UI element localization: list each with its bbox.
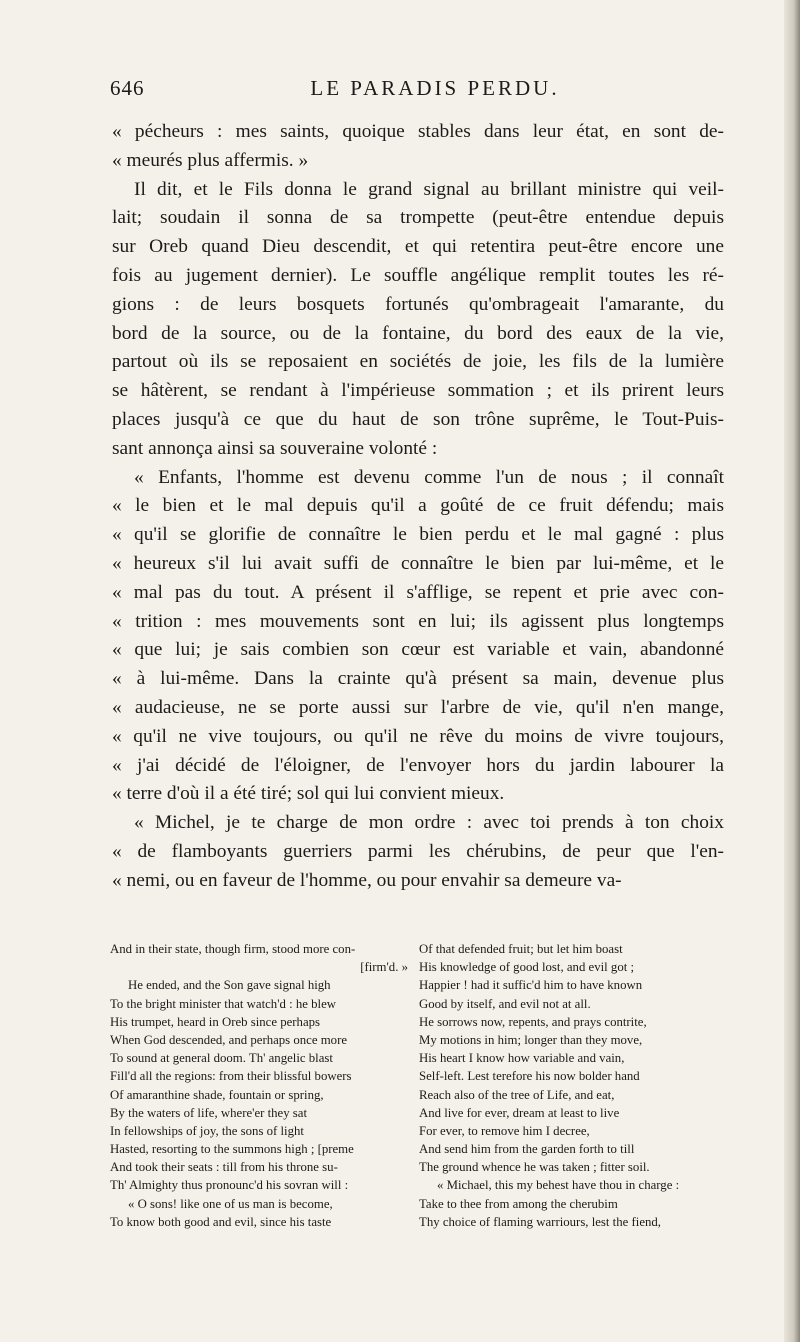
main-text-line: « Enfants, l'homme est devenu comme l'un de nous ; il connaît bbox=[134, 466, 724, 488]
footnote-line: And in their state, though firm, stood more con- bbox=[110, 942, 356, 956]
footnote-line: The ground whence he was taken ; fitter soil. bbox=[419, 1160, 650, 1175]
main-text-line: « heureux s'il lui avait suffi de connaître le bien par lui-même, et le bbox=[112, 552, 724, 574]
footnote-line: Reach also of the tree of Life, and eat, bbox=[419, 1087, 615, 1102]
footnote-line: Thy choice of flaming warriours, lest the fiend, bbox=[419, 1214, 661, 1229]
footnote-column-right bbox=[419, 940, 717, 1231]
running-title: LE PARADIS PERDU. bbox=[310, 76, 560, 100]
footnote-line: Take to thee from among the cherubim bbox=[419, 1196, 618, 1211]
main-text-line: « que lui; je sais combien son cœur est variable et vain, abandonné bbox=[112, 639, 724, 661]
page-header bbox=[110, 76, 720, 106]
main-text-line: places jusqu'à ce que du haut de son trône suprême, le Tout-Puis- bbox=[112, 408, 724, 430]
footnote-line: And took their seats : till from his throne su- bbox=[110, 1160, 338, 1175]
footnote-line: And send him from the garden forth to till bbox=[419, 1142, 635, 1157]
footnote-line: And live for ever, dream at least to live bbox=[419, 1105, 620, 1120]
main-text-line: partout où ils se reposaient en sociétés de joie, les fils de la lumière bbox=[112, 351, 724, 373]
footnote-line: To know both good and evil, since his taste bbox=[110, 1214, 332, 1229]
footnote-line: His heart I know how variable and vain, bbox=[419, 1051, 625, 1066]
main-text bbox=[112, 118, 724, 896]
main-text-line: « j'ai décidé de l'éloigner, de l'envoyer hors du jardin labourer la bbox=[112, 754, 724, 776]
main-text-line: sur Oreb quand Dieu descendit, et qui retentira peut-être encore une bbox=[112, 236, 724, 258]
main-text-line: « trition : mes mouvements sont en lui; ils agissent plus longtemps bbox=[112, 610, 724, 632]
footnote-line: Th' Almighty thus pronounc'd his sovran will : bbox=[110, 1178, 349, 1193]
footnote-line: My motions in him; longer than they move, bbox=[419, 1032, 643, 1047]
footnote-line: Of that defended fruit; but let him boast bbox=[419, 942, 623, 956]
footnote-line: In fellowships of joy, the sons of light bbox=[110, 1123, 304, 1138]
footnote-line: To the bright minister that watch'd : he blew bbox=[110, 996, 337, 1011]
main-text-line: « qu'il se glorifie de connaître le bien perdu et le mal gagné : plus bbox=[112, 524, 724, 546]
footnote-line: « Michael, this my behest have thou in charge : bbox=[437, 1178, 680, 1193]
footnote-column-left bbox=[110, 940, 408, 1231]
footnote-line: Hasted, resorting to the summons high ; [preme bbox=[110, 1142, 354, 1157]
footnote-line: Good by itself, and evil not at all. bbox=[419, 996, 591, 1011]
main-text-line: fois au jugement dernier). Le souffle angélique remplit toutes les ré- bbox=[112, 264, 724, 286]
main-text-line: gions : de leurs bosquets fortunés qu'ombrageait l'amarante, du bbox=[112, 293, 724, 315]
main-text-line: « Michel, je te charge de mon ordre : avec toi prends à ton choix bbox=[134, 812, 724, 834]
footnote-line: His knowledge of good lost, and evil got ; bbox=[419, 960, 635, 975]
main-text-line: « pécheurs : mes saints, quoique stables dans leur état, en sont de- bbox=[112, 121, 724, 142]
footnote-line: He ended, and the Son gave signal high bbox=[128, 978, 331, 993]
main-text-line: lait; soudain il sonna de sa trompette (peut-être entendue depuis bbox=[112, 207, 724, 229]
main-text-line: « audacieuse, ne se porte aussi sur l'arbre de vie, qu'il n'en mange, bbox=[112, 696, 724, 718]
footnote-line: When God descended, and perhaps once more bbox=[110, 1032, 348, 1047]
main-text-line: « à lui-même. Dans la crainte qu'à présent sa main, devenue plus bbox=[112, 668, 724, 690]
main-text-line: Il dit, et le Fils donna le grand signal au brillant ministre qui veil- bbox=[134, 178, 724, 200]
main-text-line: « qu'il ne vive toujours, ou qu'il ne rêve du moins de vivre toujours, bbox=[112, 725, 724, 747]
main-text-line: « de flamboyants guerriers parmi les chérubins, de peur que l'en- bbox=[112, 840, 724, 862]
main-text-line: « nemi, ou en faveur de l'homme, ou pour envahir sa demeure va- bbox=[112, 869, 622, 891]
footnote-line: Happier ! had it suffic'd him to have known bbox=[419, 978, 643, 993]
main-text-line: bord de la source, ou de la fontaine, du bord des eaux de la vie, bbox=[112, 322, 724, 344]
footnote-line: « O sons! like one of us man is become, bbox=[128, 1196, 333, 1211]
main-text-line: « le bien et le mal depuis qu'il a goûté de ce fruit défendu; mais bbox=[112, 495, 724, 517]
main-text-line: sant annonça ainsi sa souveraine volonté : bbox=[112, 437, 438, 459]
main-text-line: « terre d'où il a été tiré; sol qui lui convient mieux. bbox=[112, 783, 505, 805]
page-number: 646 bbox=[110, 76, 145, 100]
footnote-line: For ever, to remove him I decree, bbox=[419, 1123, 590, 1138]
footnote-line: To sound at general doom. Th' angelic blast bbox=[110, 1051, 333, 1066]
footnote-line: [firm'd. » bbox=[360, 960, 408, 975]
footnote-line: By the waters of life, where'er they sat bbox=[110, 1105, 308, 1120]
footnote-line: He sorrows now, repents, and prays contrite, bbox=[419, 1014, 647, 1029]
footnote-line: Self-left. Lest terefore his now bolder hand bbox=[419, 1069, 640, 1084]
main-text-line: se hâtèrent, se rendant à l'impérieuse sommation ; et ils prirent leurs bbox=[112, 380, 724, 402]
main-text-line: « meurés plus affermis. » bbox=[112, 149, 309, 171]
page-edge bbox=[784, 0, 800, 1342]
footnote-line: Fill'd all the regions: from their blissful bowers bbox=[110, 1069, 352, 1084]
footnote-line: His trumpet, heard in Oreb since perhaps bbox=[110, 1014, 321, 1029]
main-text-line: « mal pas du tout. A présent il s'afflige, se repent et prie avec con- bbox=[112, 581, 724, 603]
footnote-line: Of amaranthine shade, fountain or spring, bbox=[110, 1087, 324, 1102]
